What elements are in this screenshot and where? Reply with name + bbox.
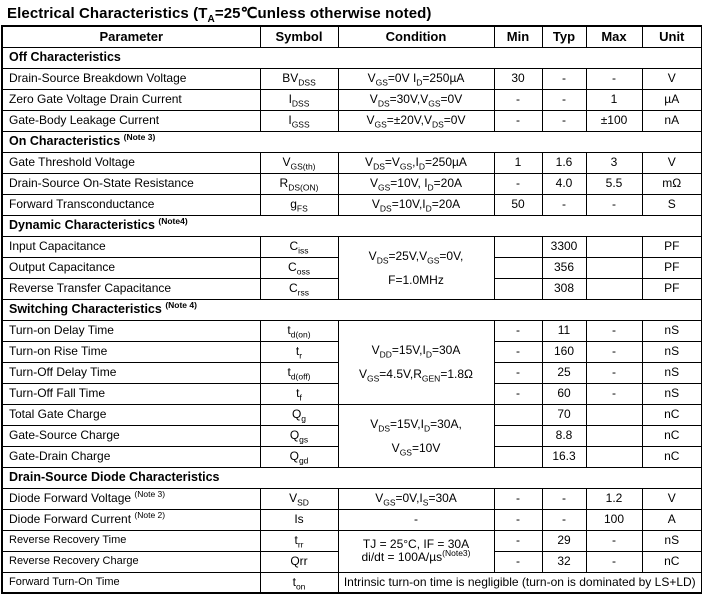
typ-cell: - — [542, 509, 586, 530]
typ-cell: 32 — [542, 551, 586, 572]
param-cell: Total Gate Charge — [2, 404, 260, 425]
symbol-cell: $Q_{gs}$ — [260, 425, 338, 446]
param-cell: Gate-Source Charge — [2, 425, 260, 446]
unit-cell: nC — [642, 446, 702, 467]
symbol-cell: Qrr — [260, 551, 338, 572]
param-cell: Gate-Body Leakage Current — [2, 110, 260, 131]
max-cell: - — [586, 551, 642, 572]
symbol-cell: Is — [260, 509, 338, 530]
condition-cell: $V_{GS}=0V$ $I_D=250\mu A$ — [338, 68, 494, 89]
min-cell: - — [494, 110, 542, 131]
param-cell: Gate Threshold Voltage — [2, 152, 260, 173]
condition-line: di/dt = 100A/µs$^{(Note3)}$ — [361, 548, 471, 564]
min-cell: 30 — [494, 68, 542, 89]
max-cell — [586, 425, 642, 446]
typ-cell: - — [542, 194, 586, 215]
param-cell: Zero Gate Voltage Drain Current — [2, 89, 260, 110]
table-row — [2, 488, 702, 509]
max-cell: - — [586, 68, 642, 89]
symbol-cell: $V_{SD}$ — [260, 488, 338, 509]
typ-cell: 60 — [542, 383, 586, 404]
col-header-typ: Typ — [542, 26, 586, 47]
unit-cell: nS — [642, 362, 702, 383]
unit-cell: V — [642, 152, 702, 173]
max-cell — [586, 278, 642, 299]
condition-line: $V_{GS}=10V$ — [391, 440, 441, 457]
symbol-cell: $t_{d(on)}$ — [260, 320, 338, 341]
table-row — [2, 110, 702, 131]
section-title: Switching Characteristics $^{(Note 4)}$ — [2, 299, 702, 320]
symbol-cell: $t_{on}$ — [260, 572, 338, 593]
section-row-diode — [2, 467, 702, 488]
param-cell: Diode Forward Current $^{(Note 2)}$ — [2, 509, 260, 530]
condition-cell: $V_{GS}=0V,I_S=30A$ — [338, 488, 494, 509]
typ-cell: 16.3 — [542, 446, 586, 467]
col-header-max: Max — [586, 26, 642, 47]
param-cell: Input Capacitance — [2, 236, 260, 257]
param-cell: Turn-on Delay Time — [2, 320, 260, 341]
min-cell: - — [494, 551, 542, 572]
unit-cell: nS — [642, 320, 702, 341]
max-cell — [586, 446, 642, 467]
condition-line: $V_{DS}=25V,V_{GS}=0V$, — [368, 248, 464, 265]
unit-cell: PF — [642, 278, 702, 299]
min-cell — [494, 278, 542, 299]
param-cell: Turn-Off Delay Time — [2, 362, 260, 383]
col-header-condition: Condition — [338, 26, 494, 47]
condition-cell-merged — [338, 236, 494, 299]
typ-cell: 308 — [542, 278, 586, 299]
min-cell: 50 — [494, 194, 542, 215]
min-cell — [494, 404, 542, 425]
typ-cell: - — [542, 68, 586, 89]
section-title: Off Characteristics — [2, 47, 702, 68]
min-cell: - — [494, 509, 542, 530]
typ-cell: 29 — [542, 530, 586, 551]
max-cell — [586, 257, 642, 278]
condition-line: $V_{GS}=4.5V,R_{GEN}=1.8\Omega$ — [359, 367, 473, 384]
unit-cell: nS — [642, 383, 702, 404]
symbol-cell: $C_{rss}$ — [260, 278, 338, 299]
intrinsic-note-cell: Intrinsic turn-on time is negligible (turn-on is dominated by LS+LD) — [338, 572, 702, 593]
symbol-cell: $Q_{gd}$ — [260, 446, 338, 467]
col-header-min: Min — [494, 26, 542, 47]
param-cell: Diode Forward Voltage $^{(Note 3)}$ — [2, 488, 260, 509]
condition-cell-merged — [338, 404, 494, 467]
max-cell: 1 — [586, 89, 642, 110]
condition-cell: - — [338, 509, 494, 530]
typ-cell: - — [542, 110, 586, 131]
param-cell: Drain-Source On-State Resistance — [2, 173, 260, 194]
symbol-cell: $C_{oss}$ — [260, 257, 338, 278]
condition-line: $V_{DD}=15V,I_D=30A$ — [371, 343, 461, 360]
max-cell — [586, 404, 642, 425]
typ-cell: 356 — [542, 257, 586, 278]
min-cell: - — [494, 173, 542, 194]
symbol-cell: $BV_{DSS}$ — [260, 68, 338, 89]
symbol-cell: $t_f$ — [260, 383, 338, 404]
symbol-cell: $R_{DS(ON)}$ — [260, 173, 338, 194]
min-cell: 1 — [494, 152, 542, 173]
page-title: Electrical Characteristics ($T_A=25℃unless$ otherwise noted) — [7, 5, 432, 25]
unit-cell: nS — [642, 530, 702, 551]
min-cell: - — [494, 488, 542, 509]
param-cell: Gate-Drain Charge — [2, 446, 260, 467]
unit-cell: nC — [642, 425, 702, 446]
section-row-dynamic — [2, 215, 702, 236]
min-cell: - — [494, 320, 542, 341]
symbol-cell: $g_{FS}$ — [260, 194, 338, 215]
symbol-cell: $Q_g$ — [260, 404, 338, 425]
max-cell: - — [586, 383, 642, 404]
max-cell: 100 — [586, 509, 642, 530]
param-cell: Reverse Transfer Capacitance — [2, 278, 260, 299]
col-header-unit: Unit — [642, 26, 702, 47]
unit-cell: nS — [642, 341, 702, 362]
unit-cell: nA — [642, 110, 702, 131]
table-row — [2, 572, 702, 593]
min-cell — [494, 236, 542, 257]
section-title: Drain-Source Diode Characteristics — [2, 467, 702, 488]
condition-cell: $V_{GS}=\pm 20V,V_{DS}=0V$ — [338, 110, 494, 131]
condition-cell-merged — [338, 530, 494, 572]
section-row-off — [2, 47, 702, 68]
max-cell: 3 — [586, 152, 642, 173]
symbol-cell: $V_{GS(th)}$ — [260, 152, 338, 173]
param-cell: Turn-Off Fall Time — [2, 383, 260, 404]
typ-cell: 4.0 — [542, 173, 586, 194]
min-cell: - — [494, 383, 542, 404]
table-row — [2, 509, 702, 530]
max-cell — [586, 236, 642, 257]
typ-cell: - — [542, 89, 586, 110]
min-cell: - — [494, 530, 542, 551]
table-row — [2, 320, 702, 341]
unit-cell: mΩ — [642, 173, 702, 194]
max-cell: 1.2 — [586, 488, 642, 509]
table-row — [2, 68, 702, 89]
min-cell — [494, 425, 542, 446]
typ-cell: 8.8 — [542, 425, 586, 446]
max-cell: - — [586, 362, 642, 383]
unit-cell: V — [642, 68, 702, 89]
typ-cell: 11 — [542, 320, 586, 341]
unit-cell: V — [642, 488, 702, 509]
symbol-cell: $I_{DSS}$ — [260, 89, 338, 110]
condition-cell: $V_{GS}=10V$, $I_D=20A$ — [338, 173, 494, 194]
typ-cell: 160 — [542, 341, 586, 362]
header-row — [2, 26, 702, 47]
symbol-cell: $t_r$ — [260, 341, 338, 362]
typ-cell: - — [542, 488, 586, 509]
condition-cell-merged — [338, 320, 494, 404]
symbol-cell: $t_{d(off)}$ — [260, 362, 338, 383]
table-row — [2, 236, 702, 257]
typ-cell: 3300 — [542, 236, 586, 257]
min-cell: - — [494, 89, 542, 110]
max-cell: ±100 — [586, 110, 642, 131]
col-header-parameter: Parameter — [2, 26, 260, 47]
param-cell: Output Capacitance — [2, 257, 260, 278]
param-cell: Reverse Recovery Charge — [2, 551, 260, 572]
table-row — [2, 152, 702, 173]
table-row — [2, 404, 702, 425]
param-cell: Reverse Recovery Time — [2, 530, 260, 551]
max-cell: 5.5 — [586, 173, 642, 194]
unit-cell: PF — [642, 236, 702, 257]
unit-cell: S — [642, 194, 702, 215]
table-row — [2, 530, 702, 551]
unit-cell: PF — [642, 257, 702, 278]
typ-cell: 25 — [542, 362, 586, 383]
param-cell: Drain-Source Breakdown Voltage — [2, 68, 260, 89]
unit-cell: nC — [642, 551, 702, 572]
min-cell: - — [494, 362, 542, 383]
section-row-switching — [2, 299, 702, 320]
min-cell: - — [494, 341, 542, 362]
characteristics-table — [1, 25, 702, 594]
max-cell: - — [586, 194, 642, 215]
condition-line: $V_{DS}=15V,I_D=30A$, — [370, 416, 462, 433]
section-title: On Characteristics $^{(Note 3)}$ — [2, 131, 702, 152]
condition-cell: $V_{DS}=30V,V_{GS}=0V$ — [338, 89, 494, 110]
table-row — [2, 173, 702, 194]
table-row — [2, 89, 702, 110]
symbol-cell: $C_{iss}$ — [260, 236, 338, 257]
min-cell — [494, 257, 542, 278]
table-row — [2, 194, 702, 215]
max-cell: - — [586, 530, 642, 551]
section-title: Dynamic Characteristics $^{(Note4)}$ — [2, 215, 702, 236]
symbol-cell: $t_{rr}$ — [260, 530, 338, 551]
unit-cell: µA — [642, 89, 702, 110]
unit-cell: nC — [642, 404, 702, 425]
param-cell: Forward Transconductance — [2, 194, 260, 215]
max-cell: - — [586, 320, 642, 341]
min-cell — [494, 446, 542, 467]
condition-line: F=1.0MHz — [388, 272, 444, 287]
typ-cell: 70 — [542, 404, 586, 425]
param-cell: Turn-on Rise Time — [2, 341, 260, 362]
unit-cell: A — [642, 509, 702, 530]
condition-line: TJ = 25°C, IF = 30A — [362, 536, 470, 551]
param-cell: Forward Turn-On Time — [2, 572, 260, 593]
col-header-symbol: Symbol — [260, 26, 338, 47]
condition-cell: $V_{DS}=10V,I_D=20A$ — [338, 194, 494, 215]
typ-cell: 1.6 — [542, 152, 586, 173]
max-cell: - — [586, 341, 642, 362]
symbol-cell: $I_{GSS}$ — [260, 110, 338, 131]
section-row-on — [2, 131, 702, 152]
condition-cell: $V_{DS}=V_{GS},I_D=250\mu A$ — [338, 152, 494, 173]
